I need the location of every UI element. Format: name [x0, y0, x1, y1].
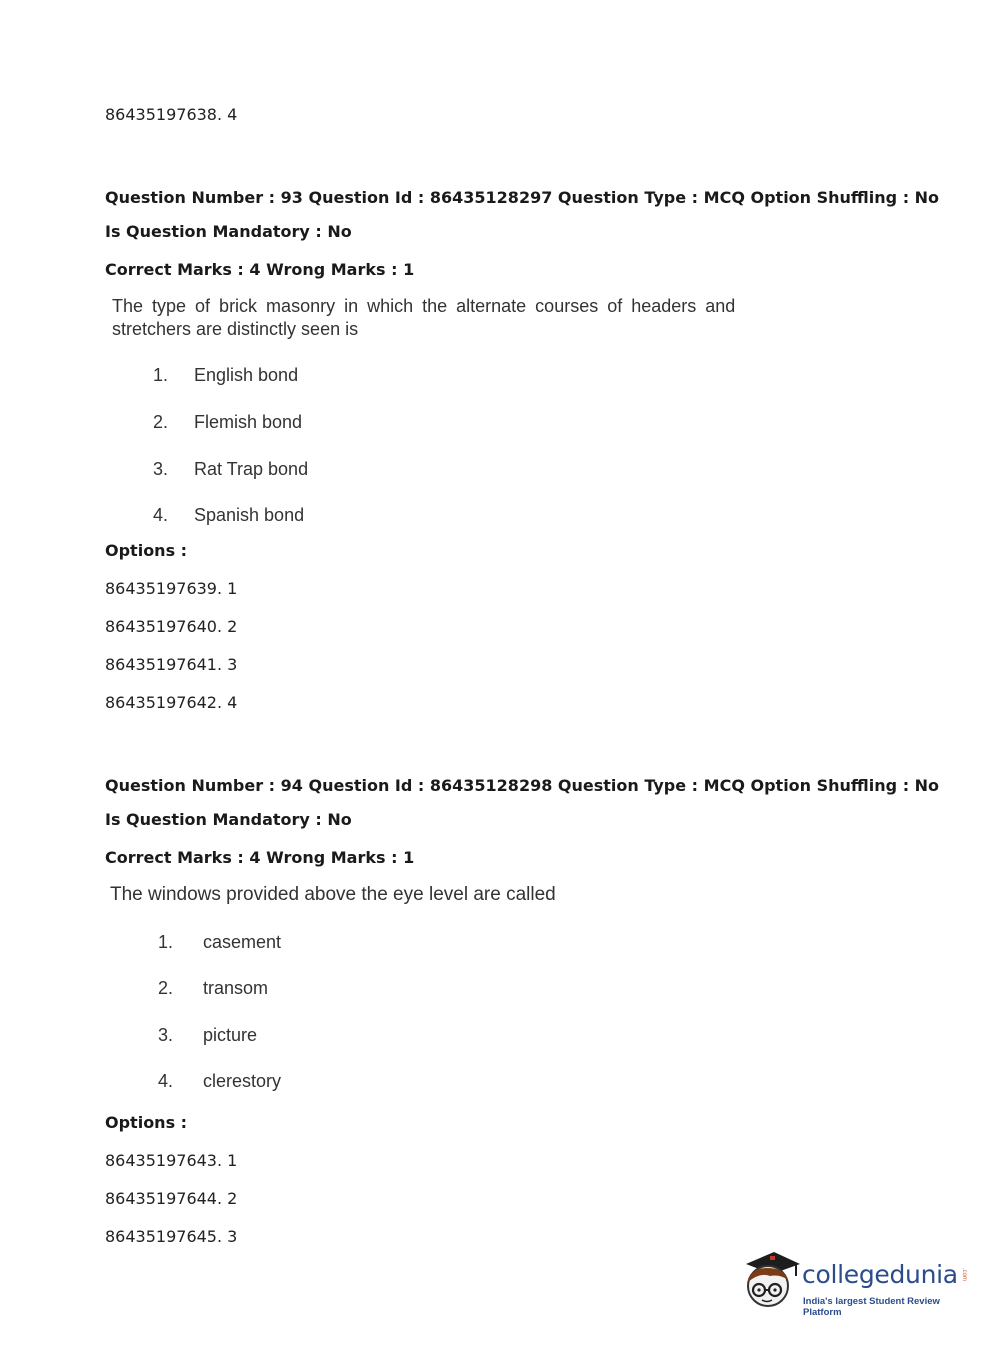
choice-text: Rat Trap bond — [194, 459, 309, 479]
choice-number: 4. — [158, 1071, 174, 1091]
choice-number: 2. — [153, 412, 169, 432]
question-marks: Correct Marks : 4 Wrong Marks : 1 — [105, 848, 415, 867]
options-label: Options : — [105, 541, 188, 560]
question-mandatory: Is Question Mandatory : No — [105, 810, 352, 829]
choice-text: picture — [203, 1025, 258, 1045]
option-id: 86435197641. 3 — [105, 655, 238, 674]
collegedunia-logo — [740, 1248, 970, 1318]
brand-name: collegedunia — [802, 1260, 958, 1289]
option-id: 86435197645. 3 — [105, 1227, 238, 1246]
choice-text: casement — [203, 932, 282, 952]
question-text-line: stretchers are distinctly seen is — [112, 319, 359, 339]
options-label: Options : — [105, 1113, 188, 1132]
option-id: 86435197644. 2 — [105, 1189, 238, 1208]
prev-option-tail: 86435197638. 4 — [105, 105, 238, 124]
mascot-icon — [740, 1248, 802, 1312]
question-mandatory: Is Question Mandatory : No — [105, 222, 352, 241]
option-id: 86435197642. 4 — [105, 693, 238, 712]
choice-number: 1. — [153, 365, 169, 385]
brand-suffix: .com — [961, 1268, 967, 1282]
question-marks: Correct Marks : 4 Wrong Marks : 1 — [105, 260, 415, 279]
option-id: 86435197640. 2 — [105, 617, 238, 636]
choice-number: 2. — [158, 978, 174, 998]
choice-text: Flemish bond — [194, 412, 303, 432]
choice-number: 3. — [158, 1025, 174, 1045]
choice-number: 1. — [158, 932, 174, 952]
choice-number: 4. — [153, 505, 169, 525]
choice-number: 3. — [153, 459, 169, 479]
choice-text: transom — [203, 978, 269, 998]
choice-text: clerestory — [203, 1071, 282, 1091]
option-id: 86435197639. 1 — [105, 579, 238, 598]
brand-tagline: India's largest Student Review Platform — [803, 1296, 940, 1318]
question-header: Question Number : 93 Question Id : 86435128297 Question Type : MCQ Option Shuffling : No — [105, 188, 940, 207]
choice-text: English bond — [194, 365, 299, 385]
question-text-line: The type of brick masonry in which the alternate courses of headers and — [112, 296, 736, 316]
option-id: 86435197643. 1 — [105, 1151, 238, 1170]
question-header: Question Number : 94 Question Id : 86435128298 Question Type : MCQ Option Shuffling : No — [105, 776, 940, 795]
choice-text: Spanish bond — [194, 505, 305, 525]
question-text-line: The windows provided above the eye level are called — [110, 884, 556, 905]
